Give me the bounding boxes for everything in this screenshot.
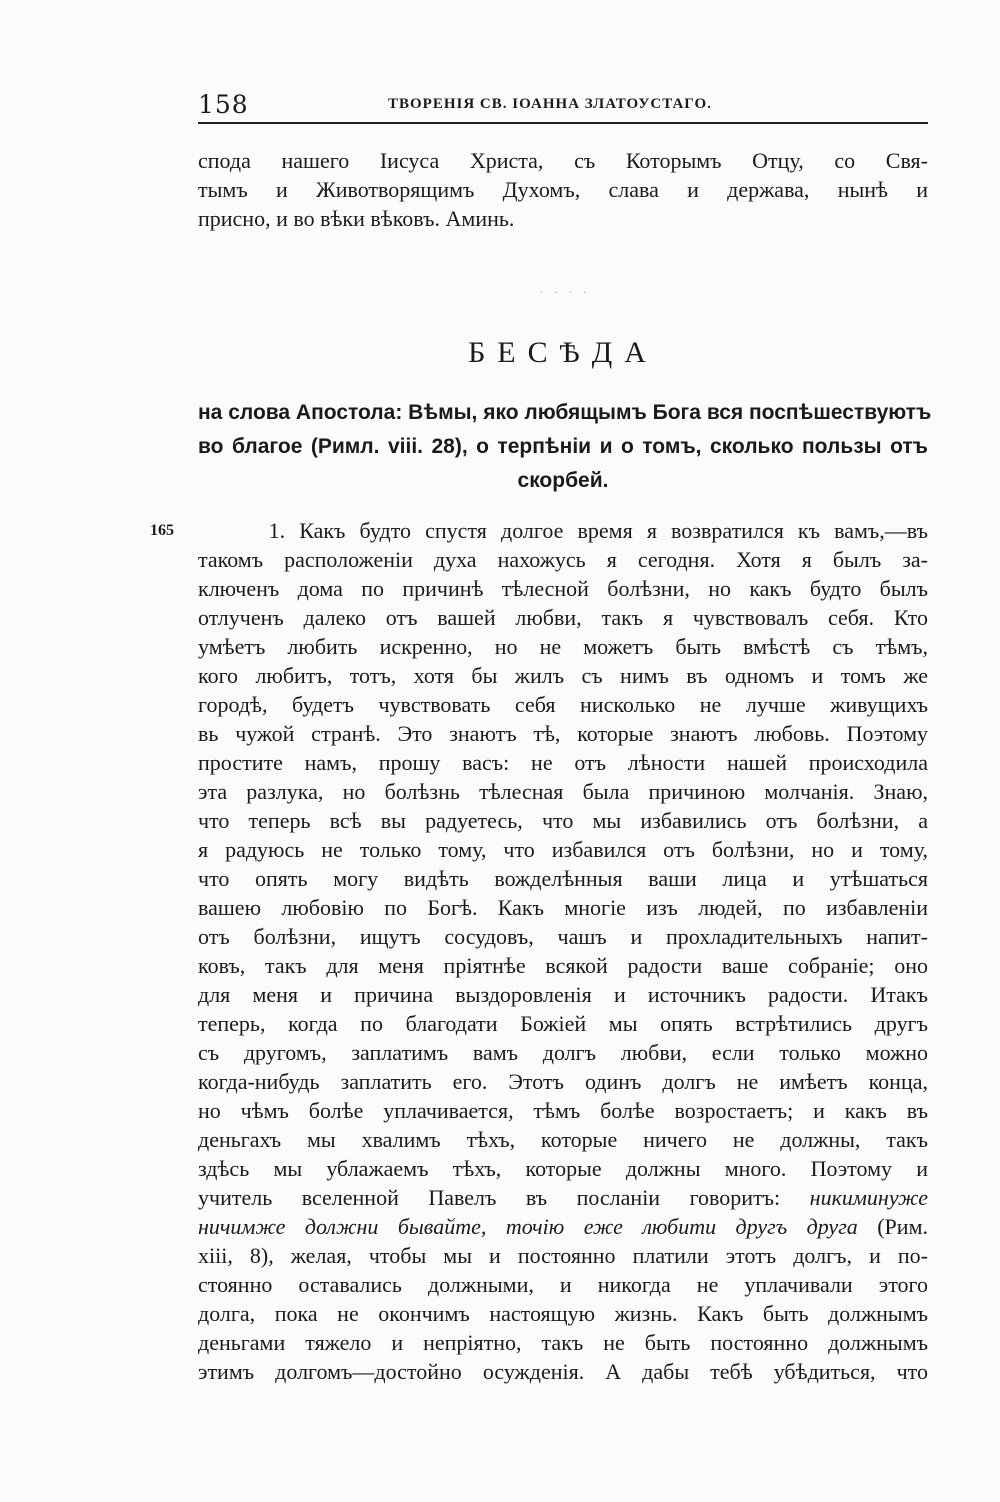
section-subtitle <box>198 396 932 498</box>
subtitle-line: во благое (Римл. viii. 28), о терпѣніи и о томъ, сколько пользы отъ <box>198 435 928 458</box>
text-line: съ другомъ, заплатимъ вамъ долгъ любви, если только можно <box>198 1040 928 1065</box>
text-line: что теперь всѣ вы радуетесь, что мы избавились отъ болѣзни, а <box>198 808 928 833</box>
main-paragraph <box>198 516 928 1386</box>
text-segment: учитель вселенной Павелъ въ посланіи говоритъ: <box>198 1185 810 1210</box>
text-line: отлученъ далеко отъ вашей любви, такъ я чувствовалъ себя. Кто <box>198 605 928 630</box>
text-line: но чѣмъ болѣе уплачивается, тѣмъ болѣе возростаетъ; и какъ въ <box>198 1098 928 1123</box>
text-line: отъ болѣзни, ищутъ сосудовъ, чашъ и прохладительныхъ напит- <box>198 924 928 949</box>
text-line: простите намъ, прошу васъ: не отъ лѣности нашей происходила <box>198 750 928 775</box>
text-line: что опять могу видѣть вожделѣнныя ваши лица и утѣшаться <box>198 866 928 891</box>
text-line: когда-нибудь заплатить его. Этотъ одинъ долгъ не имѣетъ конца, <box>198 1069 928 1094</box>
intro-text <box>198 146 928 233</box>
text-line: присно, и во вѣки вѣковъ. Аминь. <box>198 206 515 231</box>
text-line: теперь, когда по благодати Божіей мы опять встрѣтились другъ <box>198 1011 928 1036</box>
text-line: тымъ и Животворящимъ Духомъ, слава и держава, нынѣ и <box>198 177 928 202</box>
text-line: вашею любовію по Богѣ. Какъ многіе изъ людей, по избавленіи <box>198 895 928 920</box>
text-line: я радуюсь не только тому, что избавился отъ болѣзни, но и тому, <box>198 837 928 862</box>
text-line: деньгахъ мы хвалимъ тѣхъ, которые ничего не должны, такъ <box>198 1127 928 1152</box>
text-line: ковъ, такъ для меня пріятнѣе всякой радости ваше собраніе; оно <box>198 953 928 978</box>
text-line: городѣ, будетъ чувствовать себя нисколько не лучше живущихъ <box>198 692 928 717</box>
subtitle-line: на слова Апостола: Вѣмы, яко любящымъ Бога вся поспѣшествуютъ <box>198 401 932 424</box>
text-line: вь чужой странѣ. Это знаютъ тѣ, которые знаютъ любовь. Поэтому <box>198 721 928 746</box>
section-divider: · · · · <box>540 288 591 299</box>
page-number: 158 <box>198 90 249 119</box>
text-line: для меня и причина выздоровленія и источникъ радости. Итакъ <box>198 982 928 1007</box>
margin-page-reference: 165 <box>150 522 174 539</box>
subtitle-line: скорбей. <box>517 469 609 492</box>
text-line-mixed <box>198 1183 928 1212</box>
text-line: деньгами тяжело и непріятно, такъ не быть постоянно должнымъ <box>198 1330 928 1355</box>
italic-quote: никиминуже <box>809 1185 928 1210</box>
page-header <box>198 88 928 124</box>
italic-quote: ничимже должни бывайте, точію еже любити другъ друга <box>198 1214 858 1239</box>
text-line-mixed <box>198 1212 928 1241</box>
text-line: здѣсь мы ублажаемъ тѣхъ, которые должны много. Поэтому и <box>198 1156 928 1181</box>
section-heading: БЕСѢДА <box>468 336 658 369</box>
text-line: эта разлука, но болѣзнь тѣлесная была причиною молчанія. Знаю, <box>198 779 928 804</box>
text-line: стоянно оставались должными, и никогда не уплачивали этого <box>198 1272 928 1297</box>
text-line: ключенъ дома по причинѣ тѣлесной болѣзни, но какъ будто былъ <box>198 576 928 601</box>
text-segment: (Рим. <box>857 1214 928 1239</box>
text-line: долга, пока не окончимъ настоящую жизнь. Какъ быть должнымъ <box>198 1301 928 1326</box>
text-line: такомъ расположеніи духа нахожусь я сегодня. Хотя я былъ за- <box>198 547 928 572</box>
text-line: этимъ долгомъ—достойно осужденія. А дабы тебѣ убѣдиться, что <box>198 1359 928 1384</box>
text-line: 1. Какъ будто спустя долгое время я возвратился къ вамъ,—въ <box>198 518 928 543</box>
running-title: ТВОРЕНІЯ СВ. ІОАННА ЗЛАТОУСТАГО. <box>388 96 712 112</box>
text-line: кого любитъ, тотъ, хотя бы жилъ съ нимъ въ одномъ и томъ же <box>198 663 928 688</box>
text-line: спода нашего Іисуса Христа, съ Которымъ Отцу, со Свя- <box>198 148 928 173</box>
text-line: xiii, 8), желая, чтобы мы и постоянно платили этотъ долгъ, и по- <box>198 1243 928 1268</box>
text-line: умѣетъ любить искренно, но не можетъ быть вмѣстѣ съ тѣмъ, <box>198 634 928 659</box>
